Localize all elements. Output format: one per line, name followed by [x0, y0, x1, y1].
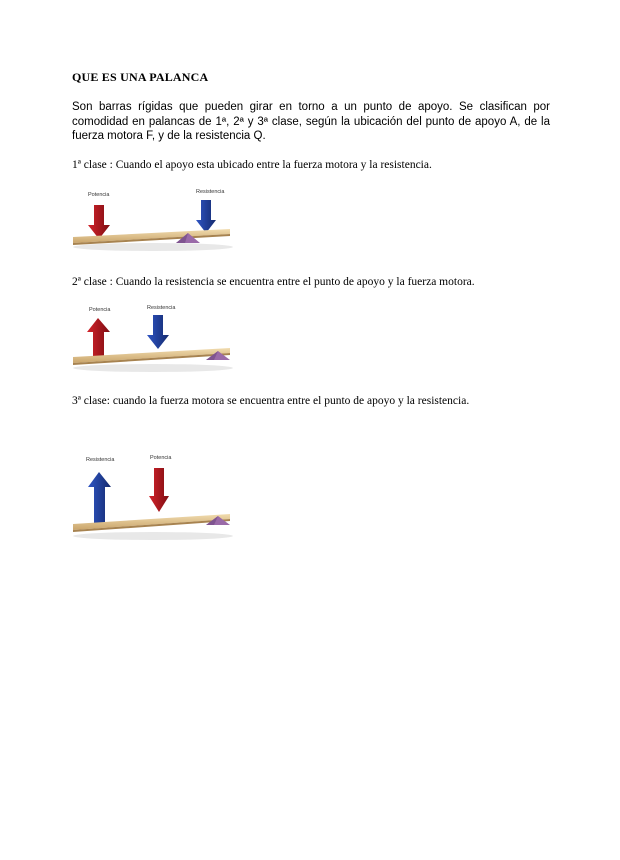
potencia-up-arrow: [87, 318, 110, 356]
first-class-text: 1ª clase : Cuando el apoyo esta ubicado entre la fuerza motora y la resistencia.: [72, 159, 432, 171]
first-class-lever-figure: [68, 185, 238, 255]
second-class-lever-figure: [68, 300, 238, 375]
resistencia-label: Resistencia: [196, 189, 225, 195]
potencia-label: Potencia: [88, 192, 110, 198]
resistencia-down-arrow: [196, 200, 216, 233]
potencia-label: Potencia: [150, 455, 172, 461]
resistencia-label: Resistencia: [147, 305, 176, 311]
resistencia-label: Resistencia: [86, 457, 115, 463]
third-class-text: 3ª clase: cuando la fuerza motora se encuentra entre el punto de apoyo y la resistencia.: [72, 395, 470, 407]
potencia-label: Potencia: [89, 307, 111, 313]
document-title: QUE ES UNA PALANCA: [72, 70, 209, 84]
resistencia-down-arrow: [147, 315, 169, 349]
resistencia-up-arrow: [88, 472, 111, 524]
second-class-text: 2ª clase : Cuando la resistencia se encuentra entre el punto de apoyo y la fuerza motora.: [72, 276, 475, 288]
intro-paragraph: Son barras rígidas que pueden girar en torno a un punto de apoyo. Se clasifican por comodidad en palancas de 1ª, 2ª y 3ª clase, según la ubicación del punto de apoyo A, de la fuerza motora F, y de la resistencia Q.: [72, 101, 550, 142]
potencia-down-arrow: [88, 205, 110, 239]
third-class-lever-figure: [68, 452, 238, 542]
potencia-down-arrow: [149, 468, 169, 512]
